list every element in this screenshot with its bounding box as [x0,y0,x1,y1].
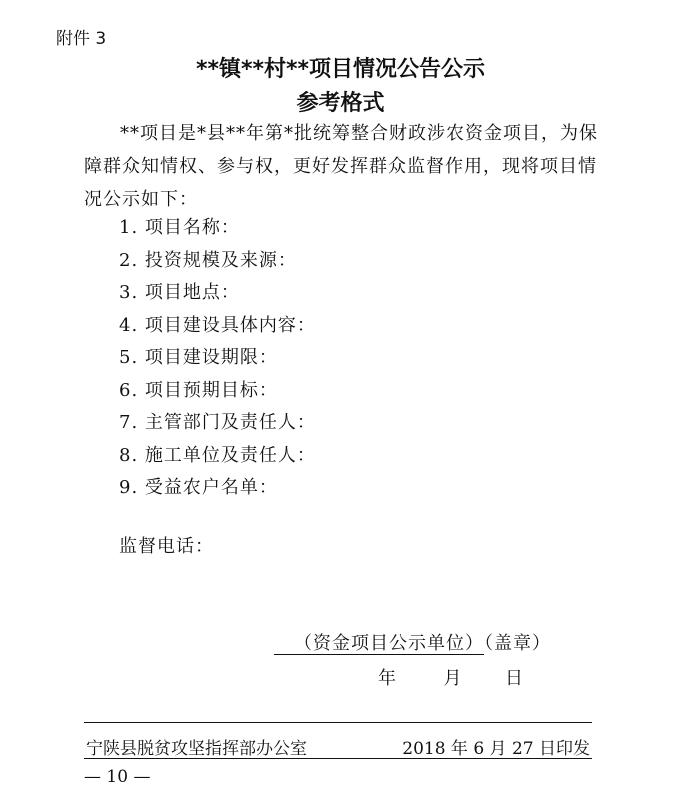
footer-print-date: 2018 年 6 月 27 日印发 [402,739,590,759]
supervision-phone: 监督电话： [119,536,214,557]
list-item: 8. 施工单位及责任人： [119,444,316,466]
footer-rule-top [84,722,592,723]
signature-date [378,664,523,690]
footer-rule-bottom [84,758,592,759]
date-month: 月 [443,668,462,689]
date-day: 日 [504,668,523,689]
list-item: 2. 投资规模及来源： [119,249,297,271]
signature-block [274,629,551,655]
list-item: 5. 项目建设期限： [119,347,278,368]
list-item: 6. 项目预期目标： [119,379,278,401]
intro-paragraph: **项目是*县**年第*批统筹整合财政涉农资金项目，为保障群众知情权、参与权，更好发挥群众监督作用，现将项目情况公示如下： [84,123,598,210]
attachment-label: 附件 3 [56,29,107,49]
date-year: 年 [378,668,396,689]
list-item: 1. 项目名称： [119,217,240,238]
signature-unit: （资金项目公示单位） [274,633,484,655]
list-item: 7. 主管部门及责任人： [119,412,316,433]
list-item: 3. 项目地点： [119,282,240,303]
item-list [119,212,316,505]
page-title: **镇**村**项目情况公告公示 [195,57,486,82]
page-number: — 10 — [84,767,151,787]
footer-office: 宁陕县脱贫攻坚指挥部办公室 [86,739,307,759]
page-subtitle: 参考格式 [296,91,385,116]
list-item: 9. 受益农户名单： [119,477,278,498]
list-item: 4. 项目建设具体内容： [119,314,316,336]
seal-label: （盖章） [484,633,551,654]
